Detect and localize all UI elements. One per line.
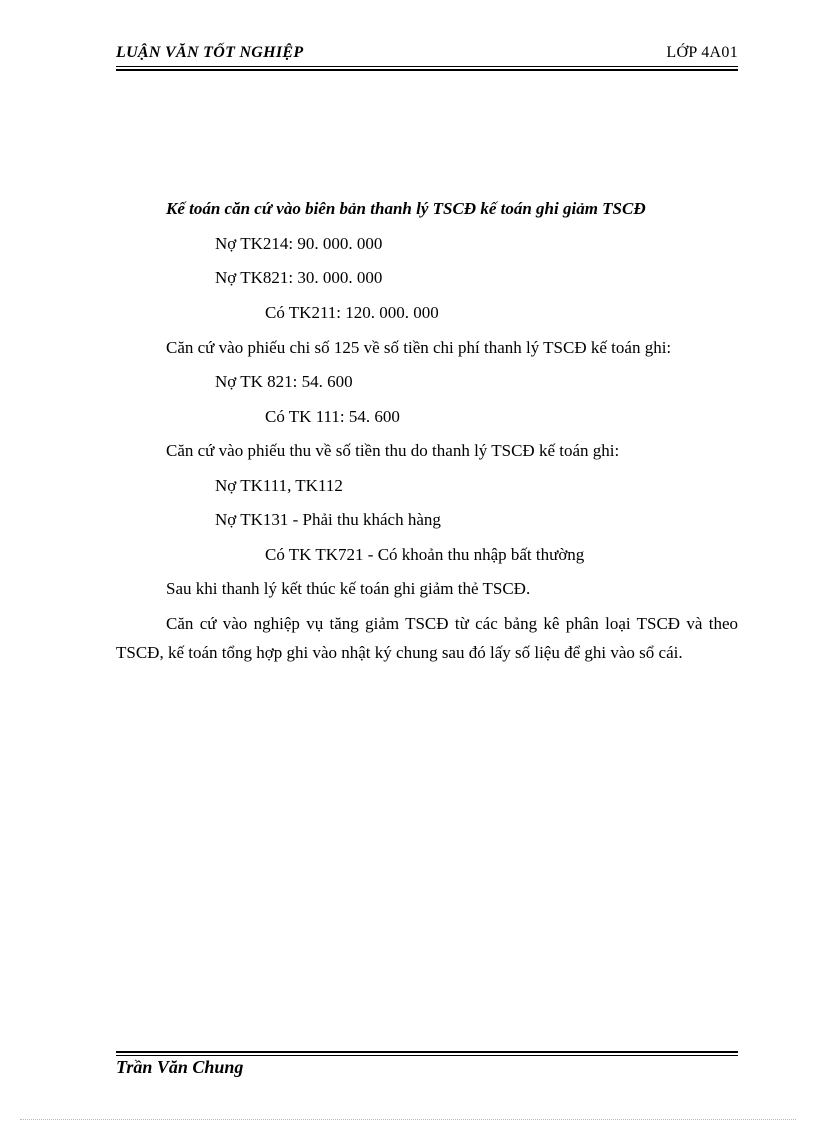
page-bottom-border	[20, 1119, 796, 1120]
header-rule-thick	[116, 69, 738, 71]
journal-entry: Nợ TK 821: 54. 600	[215, 372, 353, 391]
paragraph: Căn cứ vào phiếu thu về số tiền thu do thanh lý TSCĐ kế toán ghi:	[166, 441, 620, 460]
header-class: LỚP 4A01	[666, 44, 738, 61]
header-title: LUẬN VĂN TỐT NGHIỆP	[116, 44, 304, 61]
paragraph: Sau khi thanh lý kết thúc kế toán ghi giảm thẻ TSCĐ.	[166, 579, 531, 598]
journal-entry: Có TK TK721 - Có khoản thu nhập bất thường	[265, 545, 585, 564]
page-header	[116, 44, 738, 66]
footer-author: Trần Văn Chung	[116, 1057, 244, 1077]
paragraph: Căn cứ vào phiếu chi số 125 về số tiền chi phí thanh lý TSCĐ kế toán ghi:	[166, 338, 672, 357]
section-heading: Kế toán căn cứ vào biên bản thanh lý TSCĐ kế toán ghi giảm TSCĐ	[166, 199, 646, 218]
journal-entry: Nợ TK214: 90. 000. 000	[215, 234, 383, 253]
journal-entry: Nợ TK131 - Phải thu khách hàng	[215, 510, 441, 529]
journal-entry: Có TK 111: 54. 600	[265, 407, 400, 426]
journal-entry: Nợ TK821: 30. 000. 000	[215, 268, 383, 287]
footer-rule-thin	[116, 1055, 738, 1056]
paragraph: Căn cứ vào nghiệp vụ tăng giảm TSCĐ từ các bảng kê phân loại TSCĐ và theo TSCĐ, kế toán tổng hợp ghi vào nhật ký chung sau đó lấy số liệu để ghi vào sổ cái.	[116, 614, 738, 662]
header-rule-thin	[116, 66, 738, 67]
footer-rule-thick	[116, 1051, 738, 1053]
journal-entry: Nợ TK111, TK112	[215, 476, 343, 495]
journal-entry: Có TK211: 120. 000. 000	[265, 303, 439, 322]
